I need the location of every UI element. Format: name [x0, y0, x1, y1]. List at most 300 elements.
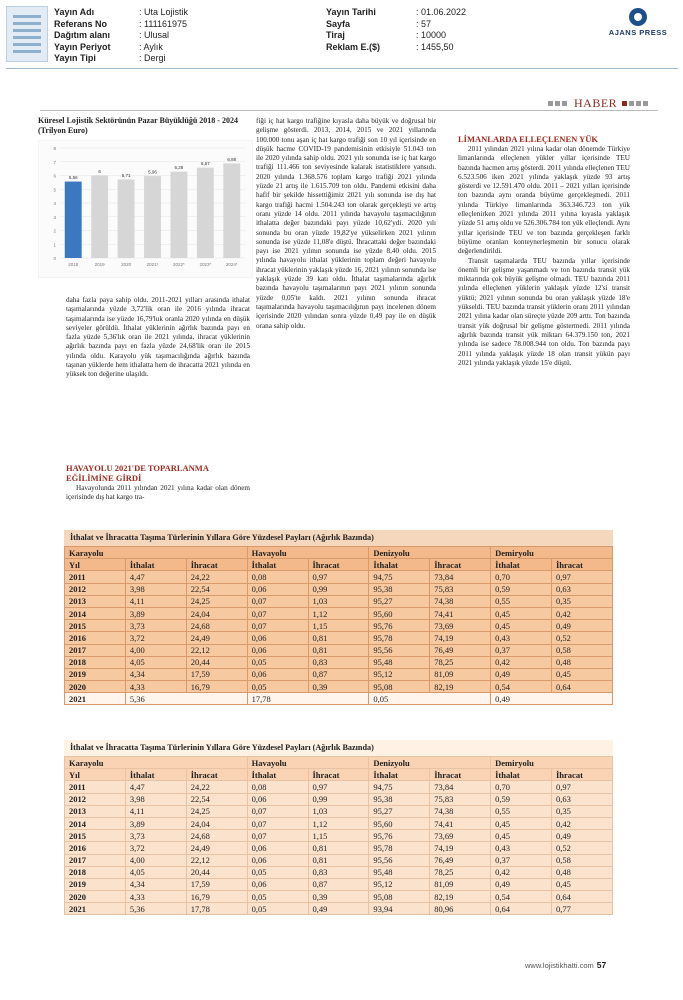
- table-cell: 0,43: [491, 842, 552, 854]
- table-cell: 95,76: [369, 830, 430, 842]
- article-column-b: [256, 117, 436, 331]
- table-cell: 0,97: [308, 571, 369, 583]
- meta-row: [54, 7, 188, 19]
- meta-row: [326, 42, 466, 54]
- mode-header: Karayolu: [65, 757, 248, 769]
- x-tick-label: 2021*: [146, 262, 159, 267]
- table-cell: 20,44: [186, 866, 247, 878]
- table-cell: 0,81: [308, 644, 369, 656]
- table-cell: 24,22: [186, 571, 247, 583]
- meta-value: : Uta Lojistik: [139, 7, 189, 17]
- meta-row: [326, 7, 466, 19]
- meta-value: : Dergi: [139, 53, 166, 64]
- year-cell: 2013: [65, 595, 126, 607]
- meta-row: [54, 19, 188, 31]
- table-grid: [64, 756, 613, 915]
- table-cell: 0,42: [491, 656, 552, 668]
- table-cell: 0,07: [247, 830, 308, 842]
- table-cell: 76,49: [430, 644, 491, 656]
- table-cell: 22,12: [186, 644, 247, 656]
- table-cell: 22,12: [186, 854, 247, 866]
- table-cell: 1,12: [308, 817, 369, 829]
- table-row: [65, 656, 613, 668]
- table-cell: 74,41: [430, 817, 491, 829]
- table-cell: 4,34: [125, 878, 186, 890]
- table-cell: 95,12: [369, 668, 430, 680]
- table-row: [65, 866, 613, 878]
- table-cell: 3,73: [125, 830, 186, 842]
- table-row: [65, 571, 613, 583]
- table-cell: 0,49: [552, 830, 613, 842]
- year-cell: 2015: [65, 620, 126, 632]
- table-row-2021: [65, 903, 613, 915]
- table-cell: 0,42: [552, 607, 613, 619]
- mode-header: Demiryolu: [491, 757, 613, 769]
- mode-header: Karayolu: [65, 547, 248, 559]
- table-cell: 74,19: [430, 632, 491, 644]
- header-divider: [6, 68, 678, 69]
- table-row: [65, 644, 613, 656]
- data-label: 5,56: [68, 175, 78, 181]
- paragraph: fiği iç hat kargo trafiğine kıyasla daha büyük ve doğrusal bir gelişme gösterdi. 2013, 2014, 2015 ve 2021 yıllarında 100.000 tonu aşan iç hat kargo trafiği son 10 yıl içerisinde en düşük hacme COVID-19 pandemisinin etkisiyle 51.043 ton ile 2020 yılında sahip oldu. 2021 yılı sonunda ise iç hat kargo trafiği 111.466 ton seviyesinde kalarak istatistiklere yansıdı. 2020 yılında 1.368.576 toplam kargo trafiği 2021 yılında yüzde 21 artış ile 1.615.709 ton oldu. Pandemi etkisini daha hafif bir şekilde hissettiğimiz 2021 yılı sonunda ise dış hat kargo trafiği hacmi 1.504.243 ton olarak gerçekleşti ve artış oranı yüzde 14 oldu. 2011 yılında havayolu taşımacılığının ithalatta değer bazındaki payı yüzde 10,62'ydi. 2020 yılı sonunda bu oran yüzde 19,82'ye yükselirken 2021 yılının sonunda ise yüzde 11,08'e düştü. İhracattaki değer bazındaki payı ise 2021 yılının sonunda ise yüzde 8,40 oldu. 2015 yılında havayolu ithalat yüklerinin toplam değeri havayolu ihracat yüklerinin yaklaşık yüzde 16, 2021 yılının sonunda ise yaklaşık yüzde 39 katı oldu. İthalat taşımalarında ağırlık bazında havayolu taşımalarının payı 2021 yılının sonunda yüzde 0,05'te kaldı. 2021 yılının sonunda ihracat taşımalarında havayolu taşımacılığının payı incelenen dönem içerisinde 2020 yılından sonra yüzde 0,49 pay ile en düşük orana sahip oldu.: [256, 117, 436, 330]
- table-cell: 95,08: [369, 681, 430, 693]
- table-cell: 24,25: [186, 595, 247, 607]
- table-cell: 0,49: [491, 668, 552, 680]
- table-cell: 5,36: [125, 693, 247, 705]
- data-label: 5,96: [148, 169, 157, 175]
- table-cell: 24,68: [186, 620, 247, 632]
- column-header: İthalat: [491, 559, 552, 571]
- table-cell: 0,58: [552, 854, 613, 866]
- paragraph: daha fazla paya sahip oldu. 2011-2021 yılları arasında ithalat taşımalarında yüzde 3,72'lik oran ile 2016 yılında ihracat taşımalarında ise yüzde 16,79'luk oranla 2020 yılında en düşük seviyeler görüldü. İthalat yüklerinin ağırlık bazında payı en fazla yüzde 5,36'lık oran ile 2021 yılında, ihracat yüklerinin ağırlık bazında payı en fazla yüzde 24,68'lik oran ile 2015 yılında oldu. Karayolu yük taşımacılığında ağırlık bazında taşınan yüklerde hem ithalatta hem de ihracatta 2021 yılında en yüksek ton değerine ulaşıldı.: [66, 296, 250, 379]
- table-cell: 4,05: [125, 866, 186, 878]
- logo-mark-icon: [629, 8, 647, 26]
- section-label: [548, 96, 650, 110]
- table-cell: 0,37: [491, 644, 552, 656]
- share-table-1: [64, 530, 613, 705]
- table-cell: 0,08: [247, 781, 308, 793]
- mode-header: Demiryolu: [491, 547, 613, 559]
- table-cell: 0,64: [552, 681, 613, 693]
- bar: [91, 176, 108, 259]
- meta-key: Reklam E.($): [326, 41, 381, 52]
- table-cell: 0,06: [247, 854, 308, 866]
- table-cell: 0,37: [491, 854, 552, 866]
- table-cell: 24,68: [186, 830, 247, 842]
- table-cell: 0,48: [552, 866, 613, 878]
- table-cell: 0,05: [247, 656, 308, 668]
- table-row: [65, 842, 613, 854]
- table-cell: 0,06: [247, 793, 308, 805]
- year-cell: 2017: [65, 644, 126, 656]
- column-header: Yıl: [65, 769, 126, 781]
- table-cell: 3,89: [125, 607, 186, 619]
- table-row: [65, 878, 613, 890]
- table-row: [65, 681, 613, 693]
- year-cell: 2012: [65, 793, 126, 805]
- table-row: [65, 595, 613, 607]
- year-cell: 2018: [65, 866, 126, 878]
- page-number: 57: [596, 960, 607, 970]
- table-cell: 0,58: [552, 644, 613, 656]
- table-cell: 24,25: [186, 805, 247, 817]
- meta-value: : Ulusal: [139, 30, 170, 41]
- year-cell: 2020: [65, 891, 126, 903]
- bar: [223, 163, 240, 258]
- mode-header: Havayolu: [247, 757, 369, 769]
- table-cell: 24,04: [186, 817, 247, 829]
- table-cell: 0,49: [491, 878, 552, 890]
- table-row: [65, 793, 613, 805]
- table-cell: 0,83: [308, 656, 369, 668]
- table-cell: 78,25: [430, 656, 491, 668]
- table-cell: 3,72: [125, 632, 186, 644]
- table-cell: 3,73: [125, 620, 186, 632]
- column-header: İhracat: [430, 559, 491, 571]
- meta-value: : 57: [416, 18, 432, 29]
- table-cell: 95,27: [369, 805, 430, 817]
- year-cell: 2015: [65, 830, 126, 842]
- table-cell: 0,52: [552, 632, 613, 644]
- table-cell: 0,07: [247, 620, 308, 632]
- table-cell: 0,07: [247, 805, 308, 817]
- table-cell: 0,05: [247, 866, 308, 878]
- section-rule: [40, 110, 658, 111]
- table-cell: 17,78: [186, 903, 247, 915]
- table-row: [65, 891, 613, 903]
- meta-value: : 1455,50: [416, 41, 454, 52]
- article-column-a-cont: [66, 484, 250, 503]
- column-header: İthalat: [491, 769, 552, 781]
- table-grid: [64, 546, 613, 705]
- column-header: İhracat: [308, 559, 369, 571]
- table-cell: 0,39: [308, 681, 369, 693]
- table-cell: 95,78: [369, 632, 430, 644]
- table-cell: 0,35: [552, 805, 613, 817]
- bar: [197, 168, 214, 258]
- table-cell: 16,79: [186, 681, 247, 693]
- year-cell: 2012: [65, 583, 126, 595]
- logo-text: AJANS PRESS: [608, 28, 668, 37]
- table-cell: 0,43: [491, 632, 552, 644]
- meta-key: Yayın Tarihi: [326, 7, 376, 17]
- table-cell: 17,78: [247, 693, 369, 705]
- ajans-press-logo: [598, 8, 678, 37]
- table-row: [65, 781, 613, 793]
- chart-title: Küresel Lojistik Sektörünün Pazar Büyüklüğü 2018 - 2024 (Trilyon Euro): [38, 116, 238, 135]
- table-cell: 73,69: [430, 620, 491, 632]
- table-cell: 1,12: [308, 607, 369, 619]
- x-tick-label: 2018: [68, 262, 79, 267]
- meta-key: Sayfa: [326, 18, 351, 29]
- table-cell: 0,99: [308, 583, 369, 595]
- table-cell: 0,42: [491, 866, 552, 878]
- table-cell: 0,07: [247, 595, 308, 607]
- table-cell: 4,11: [125, 805, 186, 817]
- table-cell: 0,54: [491, 681, 552, 693]
- meta-value: : 01.06.2022: [416, 7, 467, 17]
- table-cell: 1,15: [308, 620, 369, 632]
- table-cell: 80,96: [430, 903, 491, 915]
- table-cell: 0,87: [308, 668, 369, 680]
- table-cell: 0,48: [552, 656, 613, 668]
- table-cell: 0,06: [247, 842, 308, 854]
- meta-row: [54, 42, 188, 54]
- table-cell: 24,04: [186, 607, 247, 619]
- table-cell: 73,84: [430, 781, 491, 793]
- table-cell: 0,42: [552, 817, 613, 829]
- meta-key: Yayın Periyot: [54, 41, 111, 52]
- table-cell: 4,47: [125, 781, 186, 793]
- column-header: İhracat: [186, 559, 247, 571]
- column-header: İthalat: [369, 769, 430, 781]
- data-label: 6: [98, 169, 101, 174]
- bar: [144, 176, 161, 258]
- column-header-row: [65, 559, 613, 571]
- table-row: [65, 668, 613, 680]
- data-label: 6,57: [200, 161, 210, 167]
- table-cell: 0,70: [491, 571, 552, 583]
- publication-meta-right: [326, 7, 466, 53]
- table-cell: 1,15: [308, 830, 369, 842]
- table-cell: 4,00: [125, 854, 186, 866]
- table-cell: 0,06: [247, 583, 308, 595]
- column-header: İhracat: [186, 769, 247, 781]
- table-cell: 0,45: [491, 830, 552, 842]
- column-header: Yıl: [65, 559, 126, 571]
- year-cell: 2020: [65, 681, 126, 693]
- table-cell: 1,03: [308, 805, 369, 817]
- table-cell: 5,36: [125, 903, 186, 915]
- table-cell: 3,98: [125, 793, 186, 805]
- year-cell: 2014: [65, 607, 126, 619]
- subheading-havayolu: HAVAYOLU 2021'DE TOPARLANMA EĞİLİMİNE GİRDİ: [66, 463, 209, 483]
- article-column-a: [66, 296, 250, 380]
- market-size-chart: [38, 140, 253, 278]
- mode-header: Denizyolu: [369, 547, 491, 559]
- year-cell: 2016: [65, 632, 126, 644]
- year-cell: 2013: [65, 805, 126, 817]
- column-header: İhracat: [552, 769, 613, 781]
- share-table-2: [64, 740, 613, 915]
- table-cell: 0,06: [247, 668, 308, 680]
- table-cell: 0,45: [552, 668, 613, 680]
- table-cell: 22,54: [186, 583, 247, 595]
- table-cell: 0,45: [491, 607, 552, 619]
- y-tick-label: 7: [53, 159, 56, 165]
- meta-row: [326, 30, 466, 42]
- x-tick-label: 2024*: [225, 262, 238, 267]
- table-cell: 4,33: [125, 891, 186, 903]
- table-cell: 22,54: [186, 793, 247, 805]
- year-cell: 2014: [65, 817, 126, 829]
- table-cell: 73,84: [430, 571, 491, 583]
- y-tick-label: 5: [53, 187, 56, 193]
- table-cell: 0,54: [491, 891, 552, 903]
- table-cell: 81,09: [430, 668, 491, 680]
- press-clipping-header: [0, 0, 683, 70]
- table-cell: 0,63: [552, 793, 613, 805]
- table-row: [65, 805, 613, 817]
- table-cell: 0,81: [308, 842, 369, 854]
- table-cell: 0,45: [491, 817, 552, 829]
- table-cell: 0,87: [308, 878, 369, 890]
- table-cell: 4,00: [125, 644, 186, 656]
- table-cell: 4,11: [125, 595, 186, 607]
- bar: [170, 172, 187, 258]
- table-cell: 95,48: [369, 656, 430, 668]
- table-cell: 4,05: [125, 656, 186, 668]
- table-cell: 0,49: [552, 620, 613, 632]
- y-tick-label: 2: [53, 228, 56, 234]
- table-cell: 24,49: [186, 632, 247, 644]
- table-cell: 0,70: [491, 781, 552, 793]
- year-cell: 2011: [65, 781, 126, 793]
- year-cell: 2016: [65, 842, 126, 854]
- column-header: İthalat: [369, 559, 430, 571]
- meta-key: Referans No: [54, 18, 108, 29]
- mode-header-row: [65, 757, 613, 769]
- column-header: İhracat: [552, 559, 613, 571]
- table-cell: 0,64: [491, 903, 552, 915]
- column-header: İhracat: [308, 769, 369, 781]
- article-column-c: [458, 145, 630, 368]
- meta-value: : 10000: [416, 30, 447, 41]
- table-cell: 74,38: [430, 595, 491, 607]
- table-cell: 81,09: [430, 878, 491, 890]
- document-icon: [6, 6, 48, 62]
- meta-row: [326, 19, 466, 31]
- table-cell: 95,08: [369, 891, 430, 903]
- meta-value: : 111161975: [139, 18, 188, 29]
- table-cell: 0,99: [308, 793, 369, 805]
- table-cell: 0,05: [247, 903, 308, 915]
- table-row: [65, 632, 613, 644]
- table-cell: 95,78: [369, 842, 430, 854]
- column-header: İthalat: [125, 769, 186, 781]
- bar: [118, 179, 135, 258]
- data-label: 6,28: [174, 165, 184, 171]
- table-cell: 0,97: [552, 781, 613, 793]
- table-cell: 74,19: [430, 842, 491, 854]
- table-cell: 95,48: [369, 866, 430, 878]
- table-cell: 82,19: [430, 681, 491, 693]
- year-cell: 2019: [65, 668, 126, 680]
- table-cell: 74,38: [430, 805, 491, 817]
- table-cell: 4,47: [125, 571, 186, 583]
- table-cell: 0,45: [491, 620, 552, 632]
- table-row: [65, 583, 613, 595]
- table-cell: 3,89: [125, 817, 186, 829]
- table-title: İthalat ve İhracatta Taşıma Türlerinin Yıllara Göre Yüzdesel Payları (Ağırlık Bazında): [64, 740, 613, 756]
- table-cell: 93,94: [369, 903, 430, 915]
- table-cell: 0,39: [308, 891, 369, 903]
- x-tick-label: 2022*: [173, 262, 185, 267]
- table-cell: 0,49: [491, 693, 613, 705]
- bar: [65, 182, 82, 258]
- x-tick-label: 2019: [94, 262, 105, 267]
- table-cell: 0,06: [247, 644, 308, 656]
- table-cell: 82,19: [430, 891, 491, 903]
- table-cell: 78,25: [430, 866, 491, 878]
- table-cell: 0,83: [308, 866, 369, 878]
- column-header: İhracat: [430, 769, 491, 781]
- table-cell: 94,75: [369, 571, 430, 583]
- mode-header: Havayolu: [247, 547, 369, 559]
- table-cell: 95,56: [369, 644, 430, 656]
- table-cell: 17,59: [186, 668, 247, 680]
- table-cell: 0,05: [369, 693, 491, 705]
- column-header-row: [65, 769, 613, 781]
- table-cell: 95,60: [369, 607, 430, 619]
- meta-key: Tiraj: [326, 30, 345, 41]
- table-cell: 0,64: [552, 891, 613, 903]
- table-cell: 24,49: [186, 842, 247, 854]
- table-row: [65, 817, 613, 829]
- meta-row: [54, 53, 188, 65]
- y-tick-label: 4: [53, 201, 56, 206]
- table-cell: 94,75: [369, 781, 430, 793]
- table-cell: 95,12: [369, 878, 430, 890]
- table-cell: 0,52: [552, 842, 613, 854]
- paragraph: 2011 yılından 2021 yılına kadar olan dönemde Türkiye limanlarında elleçlenen yükler yıllar içerisinde TEU bazında hacmen artış gösterdi. 2011 yılında elleçlenen TEU 6.523.506 iken 2021 yılında yaklaşık yüzde 93 artış gösterdi ve 12.591.470 oldu. 2011 – 2021 yılları içerisinde ton bazında aynı oranda büyüme gerçekleşmedi. 2011 yılında Türkiye limanlarında 363.346.723 ton yük elleçlenirken 2021 yılında 2011 yılına kıyasla yaklaşık yüzde 51 artış oldu ve 526.306.784 ton yük elleçlendi. Aynı yıllar içerisinde TEU ve ton bazında gerçekleşen farklı büyüme oranları konteynerleşmenin bir sonucu olarak değerlendirildi.: [458, 145, 630, 256]
- year-cell: 2021: [65, 693, 126, 705]
- footer-site: www.lojistikhatti.com: [525, 961, 594, 970]
- data-label: 6,88: [227, 156, 237, 162]
- mode-header: Denizyolu: [369, 757, 491, 769]
- meta-key: Dağıtım alanı: [54, 30, 111, 41]
- table-cell: 1,03: [308, 595, 369, 607]
- table-cell: 95,38: [369, 583, 430, 595]
- table-cell: 0,06: [247, 878, 308, 890]
- y-tick-label: 8: [53, 146, 56, 151]
- year-cell: 2019: [65, 878, 126, 890]
- column-header: İthalat: [247, 559, 308, 571]
- table-row: [65, 607, 613, 619]
- table-row: [65, 620, 613, 632]
- table-cell: 0,05: [247, 681, 308, 693]
- table-cell: 4,34: [125, 668, 186, 680]
- mode-header-row: [65, 547, 613, 559]
- table-cell: 0,08: [247, 571, 308, 583]
- meta-value: : Aylık: [139, 41, 163, 52]
- table-cell: 0,77: [552, 903, 613, 915]
- meta-row: [54, 30, 188, 42]
- year-cell: 2017: [65, 854, 126, 866]
- table-cell: 17,59: [186, 878, 247, 890]
- table-cell: 95,60: [369, 817, 430, 829]
- table-cell: 76,49: [430, 854, 491, 866]
- table-cell: 0,55: [491, 805, 552, 817]
- x-tick-label: 2023*: [199, 262, 212, 267]
- table-cell: 95,27: [369, 595, 430, 607]
- table-cell: 0,81: [308, 854, 369, 866]
- table-cell: 24,22: [186, 781, 247, 793]
- table-cell: 0,06: [247, 632, 308, 644]
- paragraph: Havayolunda 2011 yılından 2021 yılına kadar olan dönem içerisinde dış hat kargo tra-: [66, 484, 250, 502]
- meta-key: Yayın Tipi: [54, 53, 96, 64]
- y-tick-label: 3: [53, 214, 56, 220]
- subheading-limanlar: LİMANLARDA ELLEÇLENEN YÜK: [458, 134, 598, 144]
- section-label-text: HABER: [574, 95, 618, 110]
- table-cell: 0,81: [308, 632, 369, 644]
- table-cell: 0,45: [552, 878, 613, 890]
- y-tick-label: 6: [53, 173, 56, 179]
- table-row: [65, 854, 613, 866]
- table-cell: 0,97: [308, 781, 369, 793]
- y-tick-label: 1: [53, 242, 56, 248]
- table-cell: 0,63: [552, 583, 613, 595]
